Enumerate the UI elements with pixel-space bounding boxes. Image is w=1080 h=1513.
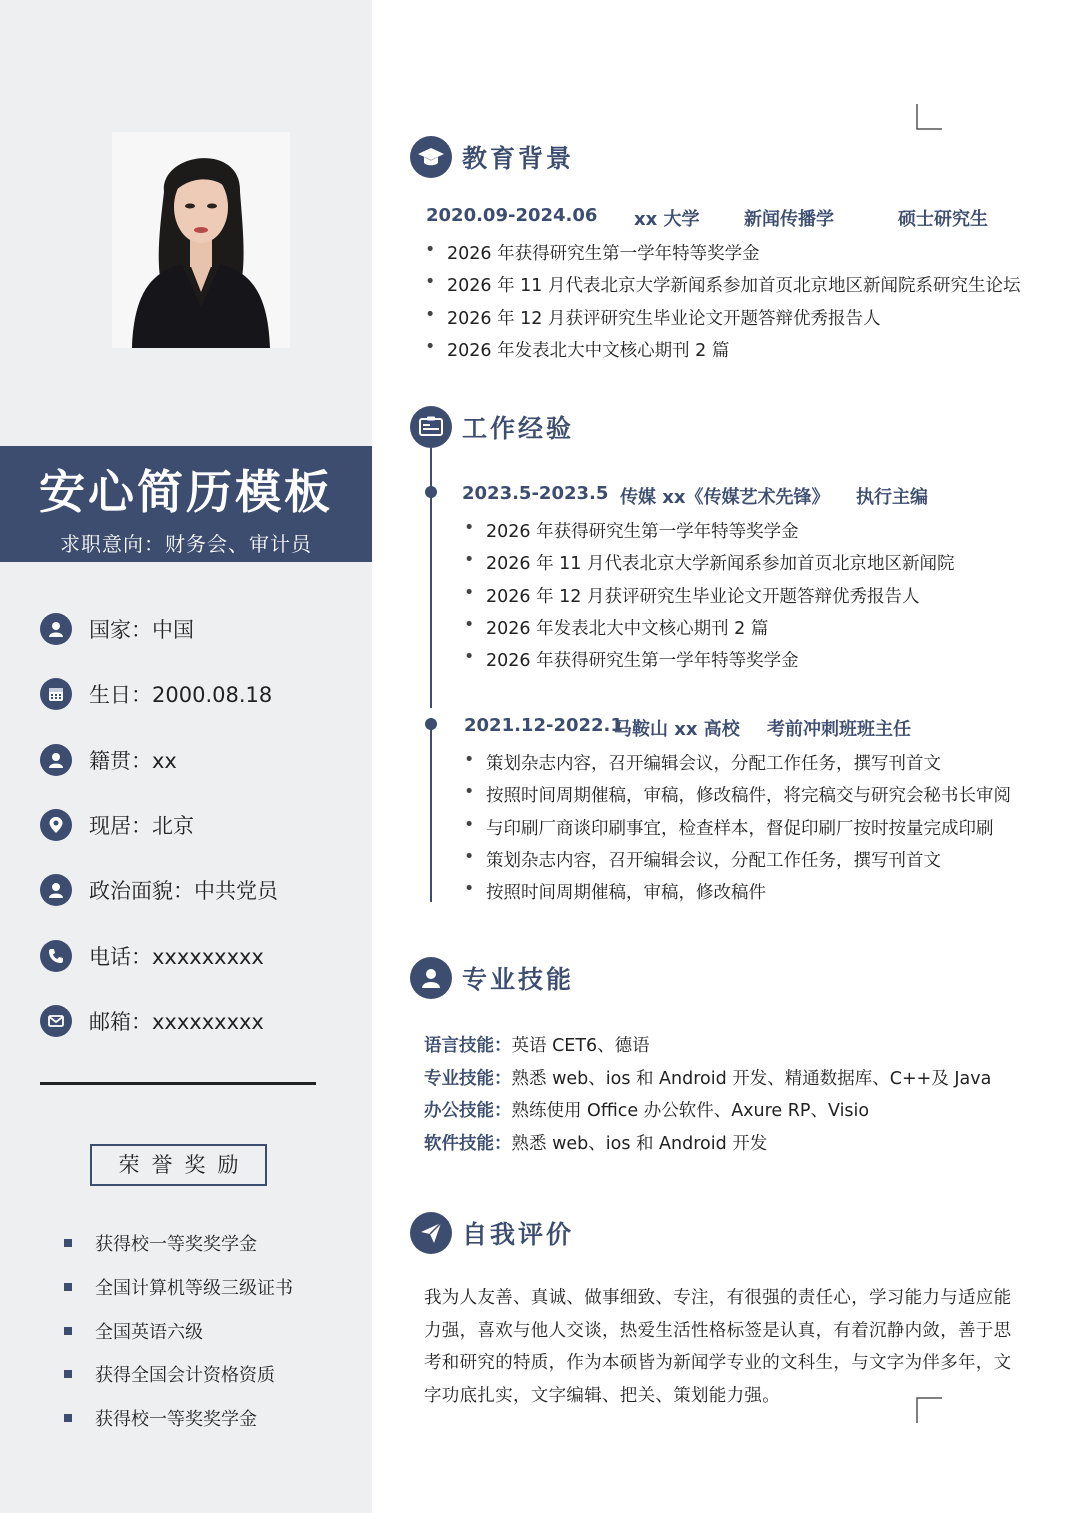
edu-period: 2020.09-2024.06: [426, 205, 598, 226]
self-eval-title: 自我评价: [462, 1220, 575, 1249]
honor-item: 全国英语六级: [64, 1319, 203, 1343]
paper-plane-icon: [410, 1212, 452, 1254]
edu-major: 新闻传播学: [744, 209, 834, 230]
edu-item: • 2026 年 11 月代表北京大学新闻系参加首页北京地区新闻院系研究生论坛: [447, 272, 1021, 297]
info-phone-text: 电话：xxxxxxxxx: [89, 945, 264, 969]
user-icon: [40, 874, 72, 906]
resume-title: 安心简历模板: [39, 465, 333, 519]
info-birthday: [40, 677, 272, 711]
job2-period: 2021.12-2022.1: [464, 715, 623, 736]
timeline-dot: [425, 486, 437, 498]
sidebar-divider: [40, 1082, 316, 1085]
user-icon: [40, 613, 72, 645]
info-country-text: 国家：中国: [89, 618, 194, 642]
job2-item: • 按照时间周期催稿，审稿，修改稿件: [486, 879, 766, 904]
info-email-text: 邮箱：xxxxxxxxx: [89, 1010, 264, 1034]
self-eval-text: 我为人友善、真诚、做事细致、专注，有很强的责任心，学习能力与适应能力强，喜欢与他人交谈，热爱生活性格标签是认真，有着沉静内敛，善于思考和研究的特质，作为本硕皆为新闻学专业的文科生，与文字为伴多年，文字功底扎实，文字编辑、把关、策划能力强。: [424, 1288, 1012, 1406]
edu-item: • 2026 年发表北大中文核心期刊 2 篇: [447, 337, 729, 362]
skill-row: 软件技能：熟悉 web、ios 和 Android 开发: [424, 1134, 768, 1154]
location-pin-icon: [40, 809, 72, 841]
phone-icon: [40, 940, 72, 972]
edu-item: • 2026 年获得研究生第一学年特等奖学金: [447, 240, 760, 265]
job1-period: 2023.5-2023.5: [462, 483, 609, 504]
square-bullet-icon: [64, 1283, 72, 1291]
education-header: [410, 136, 574, 178]
job1-item: • 2026 年 12 月获评研究生毕业论文开题答辩优秀报告人: [486, 583, 920, 608]
honor-item: 获得全国会计资格资质: [64, 1362, 275, 1386]
timeline-dot: [425, 718, 437, 730]
edu-school: xx 大学: [634, 209, 700, 230]
work-header: [410, 406, 574, 448]
job2-item: • 策划杂志内容，召开编辑会议，分配工作任务，撰写刊首文: [486, 750, 941, 775]
square-bullet-icon: [64, 1239, 72, 1247]
job2-item: • 策划杂志内容，召开编辑会议，分配工作任务，撰写刊首文: [486, 847, 941, 872]
info-phone: [40, 939, 264, 973]
work-title: 工作经验: [462, 414, 575, 443]
info-political-text: 政治面貌：中共党员: [89, 879, 278, 903]
job2-item: • 与印刷厂商谈印刷事宜，检查样本，督促印刷厂按时按量完成印刷: [486, 815, 994, 840]
info-political: [40, 873, 278, 907]
job2-role: 考前冲刺班班主任: [767, 719, 911, 740]
honor-item: 获得校一等奖奖学金: [64, 1406, 257, 1430]
id-card-icon: [410, 406, 452, 448]
education-title: 教育背景: [462, 144, 575, 173]
honor-item: 全国计算机等级三级证书: [64, 1275, 293, 1299]
job1-item: • 2026 年 11 月代表北京大学新闻系参加首页北京地区新闻院: [486, 550, 955, 575]
skills-header: [410, 957, 574, 999]
job2-org: 马鞍山 xx 高校: [614, 719, 740, 740]
self-eval-header: [410, 1212, 574, 1254]
square-bullet-icon: [64, 1327, 72, 1335]
info-birthday-text: 生日：2000.08.18: [89, 683, 273, 707]
profile-photo: [112, 132, 290, 348]
job1-item: • 2026 年获得研究生第一学年特等奖学金: [486, 647, 799, 672]
timeline-line: [430, 718, 432, 902]
skills-title: 专业技能: [462, 965, 575, 994]
edu-item: • 2026 年 12 月获评研究生毕业论文开题答辩优秀报告人: [447, 305, 881, 330]
honor-item: 获得校一等奖奖学金: [64, 1231, 257, 1255]
skill-row: 专业技能：熟悉 web、ios 和 Android 开发、精通数据库、C++及 Java: [424, 1069, 992, 1089]
skill-row: 语言技能：英语 CET6、德语: [424, 1036, 650, 1056]
user-icon: [410, 957, 452, 999]
edu-degree: 硕士研究生: [898, 209, 988, 230]
honors-title: 荣誉奖励: [90, 1144, 267, 1186]
job1-item: • 2026 年发表北大中文核心期刊 2 篇: [486, 615, 768, 640]
job1-org: 传媒 xx《传媒艺术先锋》: [620, 487, 830, 508]
graduation-cap-icon: [410, 136, 452, 178]
job2-item: • 按照时间周期催稿，审稿，修改稿件，将完稿交与研究会秘书长审阅: [486, 782, 1011, 807]
info-email: [40, 1004, 264, 1038]
info-country: [40, 612, 194, 646]
skill-row: 办公技能：熟练使用 Office 办公软件、Axure RP、Visio: [424, 1101, 870, 1121]
info-residence-text: 现居：北京: [89, 814, 194, 838]
square-bullet-icon: [64, 1370, 72, 1378]
info-origin: [40, 743, 177, 777]
name-banner: [0, 446, 372, 562]
job1-item: • 2026 年获得研究生第一学年特等奖学金: [486, 518, 799, 543]
job-objective: 求职意向：财务会、审计员: [60, 532, 312, 556]
job1-role: 执行主编: [856, 487, 928, 508]
corner-mark-icon: [916, 104, 942, 130]
info-residence: [40, 808, 194, 842]
square-bullet-icon: [64, 1414, 72, 1422]
calendar-icon: [40, 678, 72, 710]
user-icon: [40, 744, 72, 776]
info-origin-text: 籍贯：xx: [89, 749, 177, 773]
mail-icon: [40, 1005, 72, 1037]
